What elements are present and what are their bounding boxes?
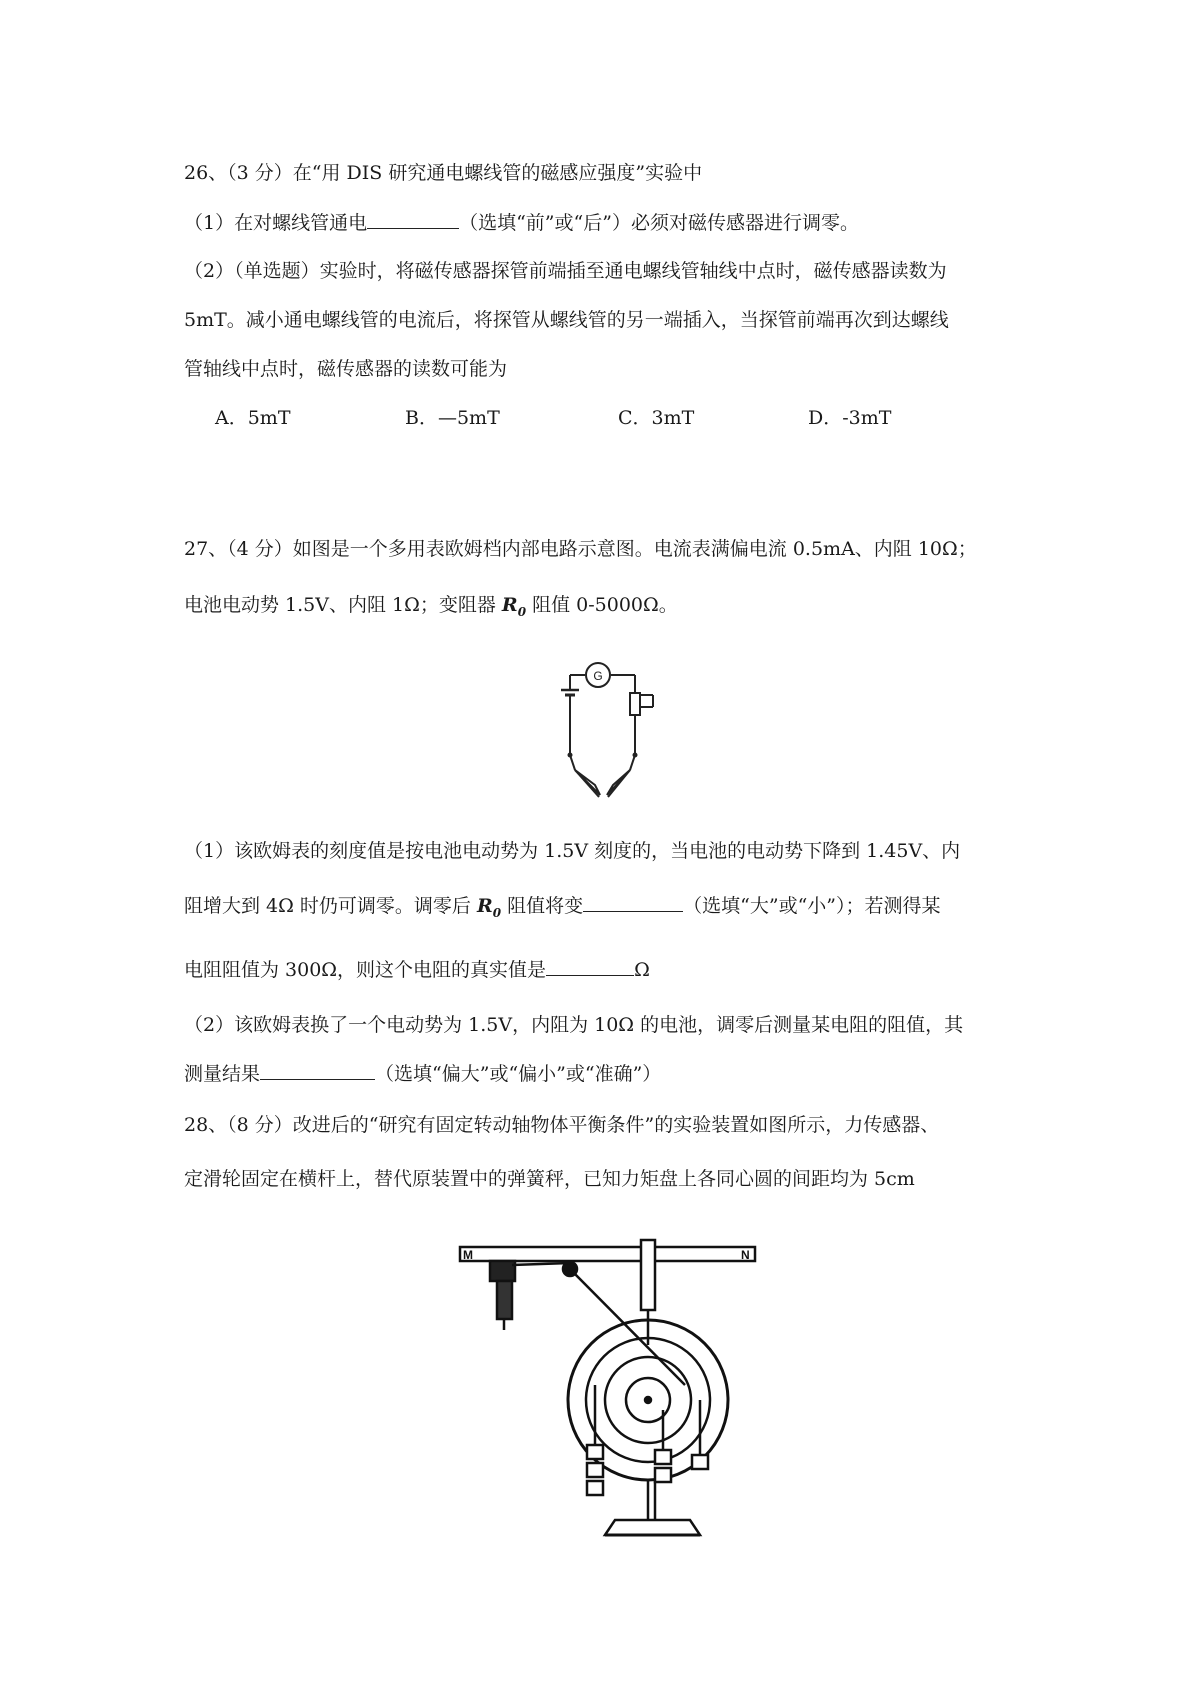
q28-line1: 28、（8 分）改进后的“研究有固定转动轴物体平衡条件”的实验装置如图所示，力传感器、 bbox=[184, 1114, 940, 1136]
q26-part2-line2: 5mT。减小通电螺线管的电流后，将探管从螺线管的另一端插入，当探管前端再次到达螺线 bbox=[184, 309, 949, 331]
label-m: M bbox=[463, 1248, 473, 1262]
q27-part2-line2: 测量结果 （选填“偏大”或“偏小”或“准确”） bbox=[184, 1063, 662, 1085]
q26-part1: （1）在对螺线管通电 （选填“前”或“后”）必须对磁传感器进行调零。 bbox=[184, 212, 859, 234]
option-a[interactable]: A．5mT bbox=[215, 407, 291, 429]
r0-symbol: $R_0$ bbox=[476, 895, 502, 920]
q27-part1-line1: （1）该欧姆表的刻度值是按电池电动势为 1.5V 刻度的，当电池的电动势下降到 1.45V、内 bbox=[184, 840, 961, 862]
q27-line2: 电池电动势 1.5V、内阻 1Ω；变阻器 $R_0$ 阻值 0-5000Ω。 bbox=[184, 594, 678, 619]
label-n: N bbox=[741, 1248, 750, 1262]
option-c[interactable]: C．3mT bbox=[618, 407, 695, 429]
answer-blank[interactable] bbox=[583, 893, 683, 912]
q28-line2: 定滑轮固定在横杆上，替代原装置中的弹簧秤，已知力矩盘上各同心圆的间距均为 5cm bbox=[184, 1168, 915, 1190]
option-b[interactable]: B．—5mT bbox=[405, 407, 500, 429]
q27-part1-line3: 电阻阻值为 300Ω，则这个电阻的真实值是 Ω bbox=[184, 959, 650, 981]
q27-part1-line2: 阻增大到 4Ω 时仍可调零。调零后 $R_0$ 阻值将变 （选填“大”或“小”）；若测得某 bbox=[184, 895, 941, 920]
q27-part2-line1: （2）该欧姆表换了一个电动势为 1.5V，内阻为 10Ω 的电池，调零后测量某电阻的阻值，其 bbox=[184, 1014, 964, 1036]
q27-line1: 27、（4 分）如图是一个多用表欧姆档内部电路示意图。电流表满偏电流 0.5mA、内阻 10Ω； bbox=[184, 538, 977, 560]
answer-blank[interactable] bbox=[260, 1061, 375, 1080]
q26-part2-line3: 管轴线中点时，磁传感器的读数可能为 bbox=[184, 358, 508, 380]
r0-symbol: $R_0$ bbox=[501, 594, 527, 619]
galvanometer-label: G bbox=[593, 669, 603, 683]
answer-blank[interactable] bbox=[367, 210, 459, 229]
torque-disk-apparatus-diagram bbox=[455, 1235, 765, 1545]
ohmmeter-circuit-diagram bbox=[555, 655, 665, 805]
option-d[interactable]: D．-3mT bbox=[808, 407, 892, 429]
q26-part2-line1: （2）（单选题）实验时，将磁传感器探管前端插至通电螺线管轴线中点时，磁传感器读数为 bbox=[184, 260, 947, 282]
q26-title: 26、（3 分）在“用 DIS 研究通电螺线管的磁感应强度”实验中 bbox=[184, 162, 703, 184]
answer-blank[interactable] bbox=[546, 957, 634, 976]
